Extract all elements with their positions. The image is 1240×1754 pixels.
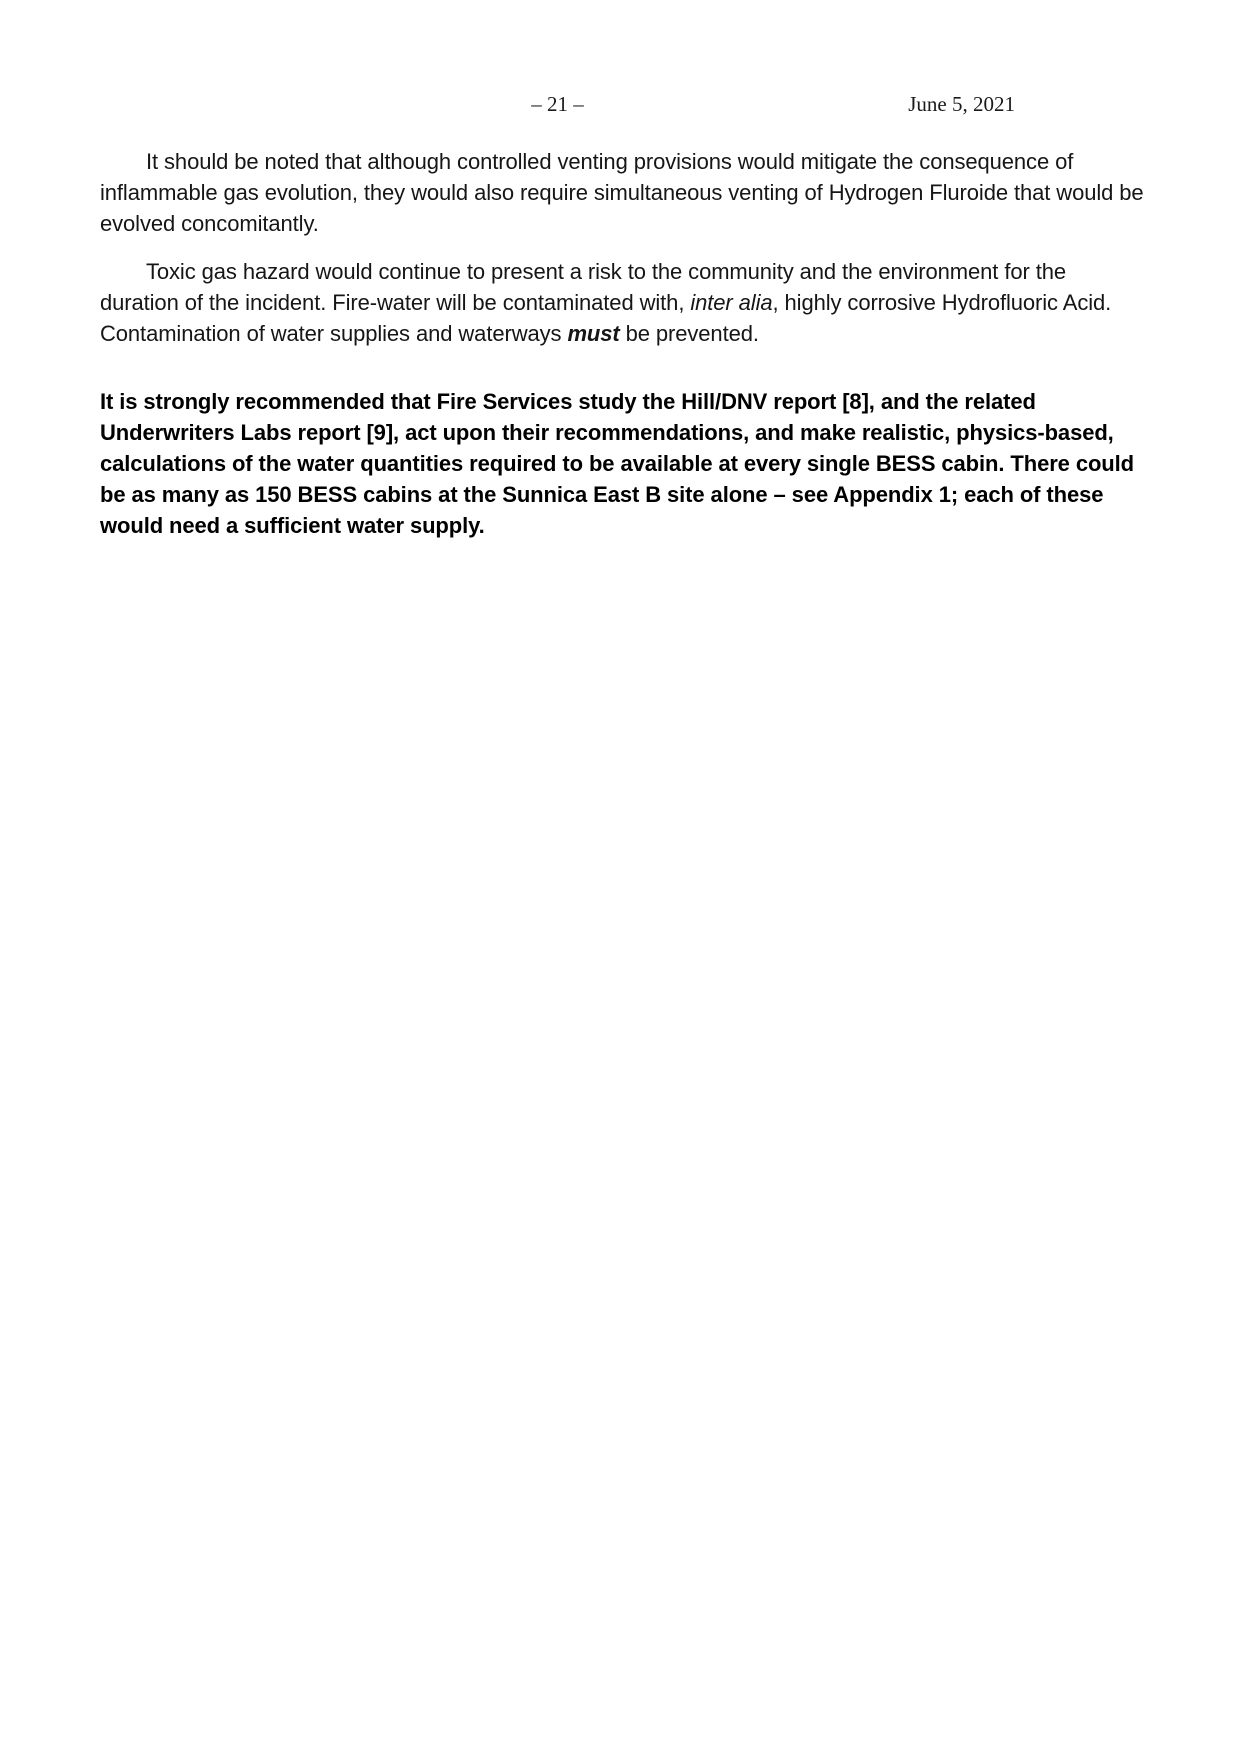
header-date: June 5, 2021 xyxy=(908,92,1015,116)
paragraph-toxic-gas-hazard xyxy=(100,256,1145,349)
paragraph-venting-provisions: It should be noted that although controlled venting provisions would mitigate the consequence of inflammable gas evolution, they would also require simultaneous venting of Hydrogen Fluroide that would be evolved concomitantly. xyxy=(100,149,1144,236)
paragraph2-text-middle: , highly corrosive Hydrofluoric Acid. Contamination of water supplies and waterways xyxy=(100,290,1112,346)
page-content xyxy=(100,0,1145,541)
page-number: – 21 – xyxy=(531,92,584,116)
paragraph2-bold-must: must xyxy=(567,321,620,346)
page-header xyxy=(100,92,1015,118)
paragraph2-text-end: be prevented. xyxy=(619,321,759,346)
paragraph2-italic-inter-alia: inter alia xyxy=(690,290,773,315)
paragraph-recommendation-bold: It is strongly recommended that Fire Services study the Hill/DNV report [8], and the related Underwriters Labs report [9], act upon their recommendations, and make realistic, physics-based, calculations of the water quantities required to be available at every single BESS cabin. There could be as many as 150 BESS cabins at the Sunnica East B site alone – see Appendix 1; each of these would need a sufficient water supply. xyxy=(100,389,1134,538)
paragraph2-text-start: Toxic gas hazard would continue to present a risk to the community and the environment for the duration of the incident. Fire-water will be contaminated with, xyxy=(100,259,1066,315)
